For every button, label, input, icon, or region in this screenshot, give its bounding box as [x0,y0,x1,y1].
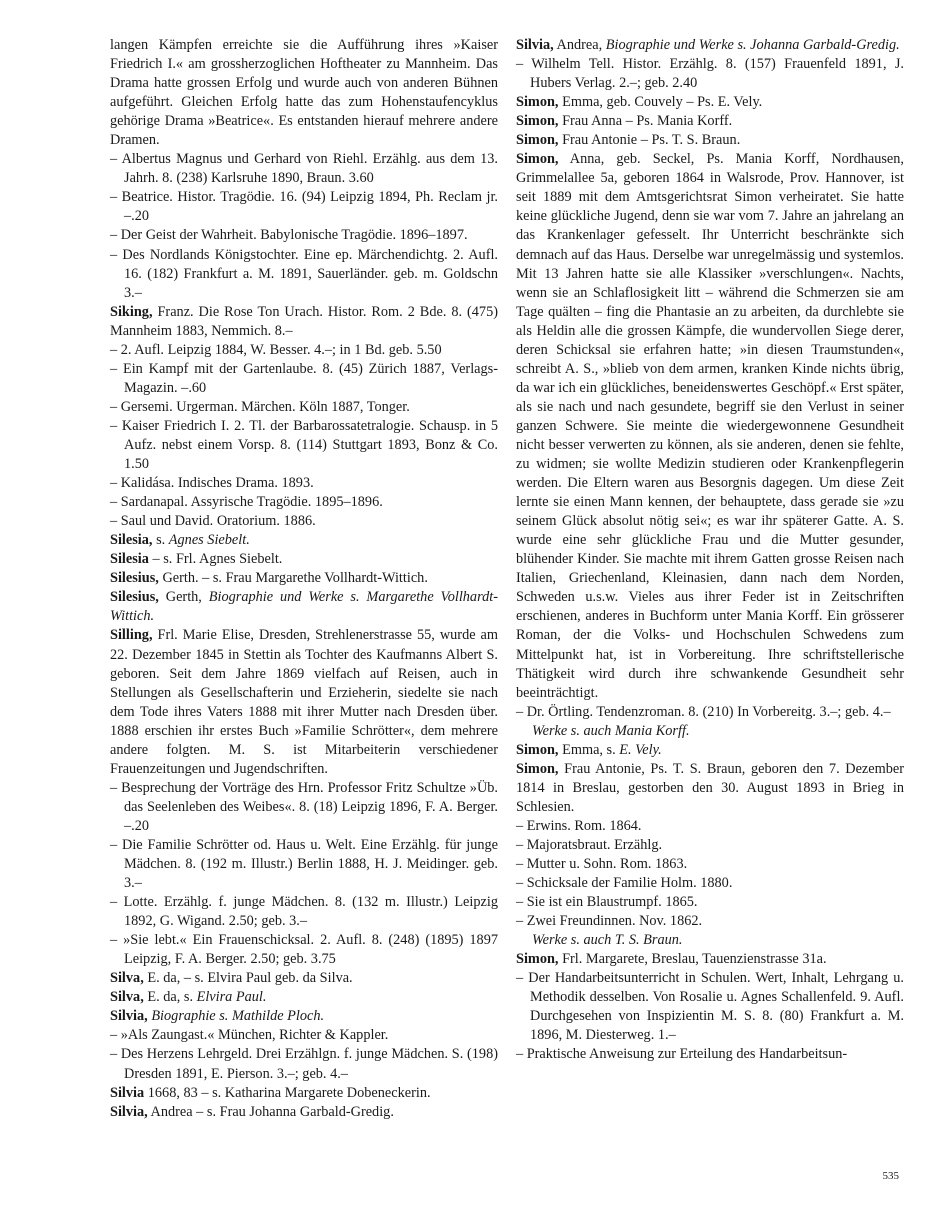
work-item: – Die Familie Schrötter od. Haus u. Welt. Eine Erzählg. für junge Mädchen. 8. (192 m. Illustr.) Berlin 1888, H. J. Meidinger. geb. 3.– [110,836,498,892]
entry-head: Simon, [516,760,559,777]
entry-text: Gerth, [158,589,209,606]
entry-reference: Agnes Siebelt. [168,532,250,549]
author-entry [110,1084,498,1103]
entry-text: 1668, 83 – s. Katharina Margarete Dobeneckerin. [144,1084,431,1101]
work-item: – Ein Kampf mit der Gartenlaube. 8. (45) Zürich 1887, Verlags-Magazin. –.60 [110,360,498,396]
author-entry [110,969,498,988]
entry-reference: Biographie und Werke s. Johanna Garbald-Gredig. [605,37,900,53]
work-item: – »Als Zaungast.« München, Richter & Kappler. [110,1027,389,1044]
entry-text: Frau Anna – Ps. Mania Korff. [558,113,733,130]
entry-text: – s. Frl. Agnes Siebelt. [148,551,283,568]
entry-text: Frl. Marie Elise, Dresden, Strehlenerstrasse 55, wurde am 22. Dezember 1845 in Stettin als Tochter des Kaufmanns Albert S. geboren. Seit dem Jahre 1869 vielfach auf Reisen, auch in Stellungen als Gesellschafterin und Erzieherin, siedelte sie nach dem Tode ihres Vaters 1888 mit ihrer Mutter nach Dresden über. 1888 erschien ihr erstes Buch »Familie Schrötter«, dem mehrere andere folgten. M. S. ist Mitarbeiterin verschiedener Frauenzeitungen und Jugendschriften. [110,627,498,777]
work-item: – Des Herzens Lehrgeld. Drei Erzählgn. f. junge Mädchen. S. (198) Dresden 1891, E. Pierson. 3.–; geb. 4.– [110,1046,498,1082]
author-entry [110,588,498,626]
entry-head: Simon, [516,741,559,758]
author-entry [516,760,904,817]
work-item: – Kalidása. Indisches Drama. 1893. [110,475,314,492]
author-entry [110,1103,498,1122]
entry-text: Andrea, [553,37,606,53]
entry-head: Siking, [110,303,153,320]
entry-text: E. da, – s. Elvira Paul geb. da Silva. [143,970,353,987]
work-item: – Sie ist ein Blaustrumpf. 1865. [516,894,698,911]
entry-text: Anna, geb. Seckel, Ps. Mania Korff, Nordhausen, Grimmelallee 5a, geboren 1864 in Walsrode, Prov. Hannover, ist seit 1889 mit dem Amtsgerichtsrat Simon verheiratet. Sie hatte keine glückliche Jugend, denn sie war vom 7. Jahre an jahrelang an das Krankenlager gefesselt. Ihr Unterricht beschränkte sich demnach auf das Haus. Derselbe war unregelmässig und systemlos. Mit 13 Jahren hatte sie alle Klassiker »verschlungen«. Nachts, wenn sie an Schlaflosigkeit litt – während die Schmerzen sie am Tage quälten – fing die Phantasie an zu arbeiten, da durchlebte sie als Heldin alle die grossen Kämpfe, die wundervollen Siege derer, deren Schicksal sie erfahren hatte; »in diesen Traumstunden«, schreibt A. S., »blieb von dem armen, kranken Kinde nichts übrig, da war ich ein glückliches, beneidenswertes Geschöpf.« Erst später, als sie nach und nach gesundete, begriff sie den Verlust in seiner ganzen Schwere. Sie meinte die wiedergewonnene Gesundheit nicht besser verwerten zu können, als sie anderen, denen sie fehlte, zu widmen; sie wollte Medizin studieren oder Krankenpflegerin werden. Die Eltern waren aus Besorgnis dagegen. Um diese Zeit lernte sie einen Mann kennen, der behauptete, dass gerade sie »zu seinem Glück absolut nötig sei«; es war ihr späterer Gatte. A. S. wurde eine sehr glückliche Frau und die Mutter gesunder, blühender Kinder. Sie machte mit ihrem Gatten grosse Reisen nach Italien, Griechenland, Kleinasien, dann nach dem Norden, Schweden u.s.w. Vieles aus ihrer Feder ist in Zeitschriften erschienen, anderes in Buchform unter Mania Korff. Ein grösserer Roman, der die Volks- und Hochschulen Schwedens zum Mittelpunkt hat, ist in Vorbereitung. Ihre schriftstellerische Thätigkeit wird durch ihre schwankende Gesundheit sehr beeinträchtigt. [516,151,904,701]
work-item: – Majoratsbraut. Erzählg. [516,836,663,853]
entry-text: s. [152,532,169,549]
entry-text: Andrea – s. Frau Johanna Garbald-Gredig. [147,1103,394,1120]
entry-reference: Biographie s. Mathilde Ploch. [151,1008,325,1025]
paragraph: langen Kämpfen erreichte sie die Aufführung ihres »Kaiser Friedrich I.« am grossherzoglichen Hoftheater zu Mannheim. Das Drama hatte grossen Erfolg und wurde auch von anderen Bühnen aufgeführt. Gleichen Erfolg hatte das zum Hohenstaufencyklus gehörige Drama »Beatrice«. Es entstanden hierauf mehrere andere Dramen. [110,37,498,149]
author-entry [516,741,904,760]
author-entry [110,1007,498,1026]
cross-reference-note [516,931,904,950]
entry-text: Frl. Margarete, Breslau, Tauenzienstrasse 31a. [558,951,827,968]
entry-head: Silesia [110,551,149,568]
author-entry [110,988,498,1007]
work-item: – Schicksale der Familie Holm. 1880. [516,875,733,892]
work-item: – Der Handarbeitsunterricht in Schulen. Wert, Inhalt, Lehrgang u. Methodik desselben. Von Rosalie u. Agnes Schallenfeld. 9. Aufl. Durchgesehen von Inspizientin M. S. 8. (80) Frankfurt a. M. 1896, M. Diesterweg. 1.– [516,970,904,1044]
work-item: – »Sie lebt.« Ein Frauenschicksal. 2. Aufl. 8. (248) (1895) 1897 Leipzig, F. A. Berger. 2.50; geb. 3.75 [110,932,498,968]
work-item: – Besprechung der Vorträge des Hrn. Professor Fritz Schultze »Üb. das Seelenleben des Weibes«. 8. (18) Leipzig 1896, F. A. Berger. –.20 [110,779,498,834]
entry-text: Frau Antonie – Ps. T. S. Braun. [558,132,741,149]
entry-reference: E. Vely. [619,741,662,758]
entry-head: Silesia, [110,532,153,549]
entry-head: Silvia, [110,1103,148,1120]
work-item: – Erwins. Rom. 1864. [516,817,642,834]
entry-head: Simon, [516,951,559,968]
entry-head: Silesius, [110,589,159,606]
work-item: – Zwei Freundinnen. Nov. 1862. [516,913,703,930]
work-item: – Praktische Anweisung zur Erteilung des Handarbeitsun- [516,1046,848,1063]
entry-head: Silling, [110,627,153,644]
entry-head: Simon, [516,94,559,111]
author-entry [110,626,498,778]
entry-head: Silesius, [110,570,159,587]
entry-text: Frau Antonie, Ps. T. S. Braun, geboren den 7. Dezember 1814 in Breslau, gestorben den 30. August 1893 in Brieg in Schlesien. [516,760,904,815]
page-number: 535 [882,1170,899,1182]
work-item: – Sardanapal. Assyrische Tragödie. 1895–1896. [110,494,383,511]
cross-reference-text: Werke s. auch Mania Korff. [532,722,690,739]
entry-text: Emma, s. [558,741,620,758]
work-item: – Gersemi. Urgerman. Märchen. Köln 1887, Tonger. [110,398,410,415]
author-entry [110,550,498,569]
author-entry [516,150,904,702]
left-column [110,36,498,1122]
entry-head: Silvia [110,1084,145,1101]
author-entry [110,531,498,550]
entry-reference: Elvira Paul. [196,989,267,1006]
entry-head: Silvia, [110,1008,148,1025]
entry-head: Simon, [516,132,559,149]
work-item: – Beatrice. Histor. Tragödie. 16. (94) Leipzig 1894, Ph. Reclam jr. –.20 [110,189,498,225]
work-item: – Der Geist der Wahrheit. Babylonische Tragödie. 1896–1897. [110,227,468,244]
author-entry [516,93,904,112]
work-item: – Dr. Örtling. Tendenzroman. 8. (210) In Vorbereitg. 3.–; geb. 4.– [516,703,891,720]
work-item: – Albertus Magnus und Gerhard von Riehl. Erzählg. aus dem 13. Jahrh. 8. (238) Karlsruhe 1890, Braun. 3.60 [110,151,498,187]
entry-text: Emma, geb. Couvely – Ps. E. Vely. [558,94,763,111]
work-item: – Saul und David. Oratorium. 1886. [110,513,316,530]
work-item: – Kaiser Friedrich I. 2. Tl. der Barbarossatetralogie. Schausp. in 5 Aufz. nebst einem Vorsp. 8. (114) Stuttgart 1893, Bonz & Co. 1.50 [110,417,498,473]
work-item: – Wilhelm Tell. Histor. Erzählg. 8. (157) Frauenfeld 1891, J. Hubers Verlag. 2.–; geb. 2.40 [516,56,904,92]
entry-head: Silva, [110,970,144,987]
entry-head: Silvia, [516,37,554,53]
entry-reference: Biographie und Werke s. Margarethe Vollhardt-Wittich. [110,589,498,625]
cross-reference-note [516,722,904,741]
author-entry [516,112,904,131]
author-entry [516,950,904,969]
entry-text: Franz. Die Rose Ton Urach. Histor. Rom. 2 Bde. 8. (475) Mannheim 1883, Nemmich. 8.– [110,303,498,339]
work-item: – Des Nordlands Königstochter. Eine ep. Märchendichtg. 2. Aufl. 16. (182) Frankfurt a. M. 1891, Sauerländer. geb. m. Goldschn 3.– [110,246,498,301]
author-entry [110,303,498,341]
author-entry [516,36,904,55]
work-item: – Mutter u. Sohn. Rom. 1863. [516,856,688,873]
entry-head: Simon, [516,151,559,168]
cross-reference-text: Werke s. auch T. S. Braun. [532,932,683,949]
entry-head: Silva, [110,989,144,1006]
entry-text: Gerth. – s. Frau Margarethe Vollhardt-Wittich. [158,570,428,587]
work-item: – 2. Aufl. Leipzig 1884, W. Besser. 4.–; in 1 Bd. geb. 5.50 [110,341,442,358]
entry-head: Simon, [516,113,559,130]
entry-text: E. da, s. [143,989,197,1006]
author-entry [516,131,904,150]
work-item: – Lotte. Erzählg. f. junge Mädchen. 8. (132 m. Illustr.) Leipzig 1892, G. Wigand. 2.50; geb. 3.– [110,894,498,930]
right-column [516,36,904,1065]
author-entry [110,569,498,588]
